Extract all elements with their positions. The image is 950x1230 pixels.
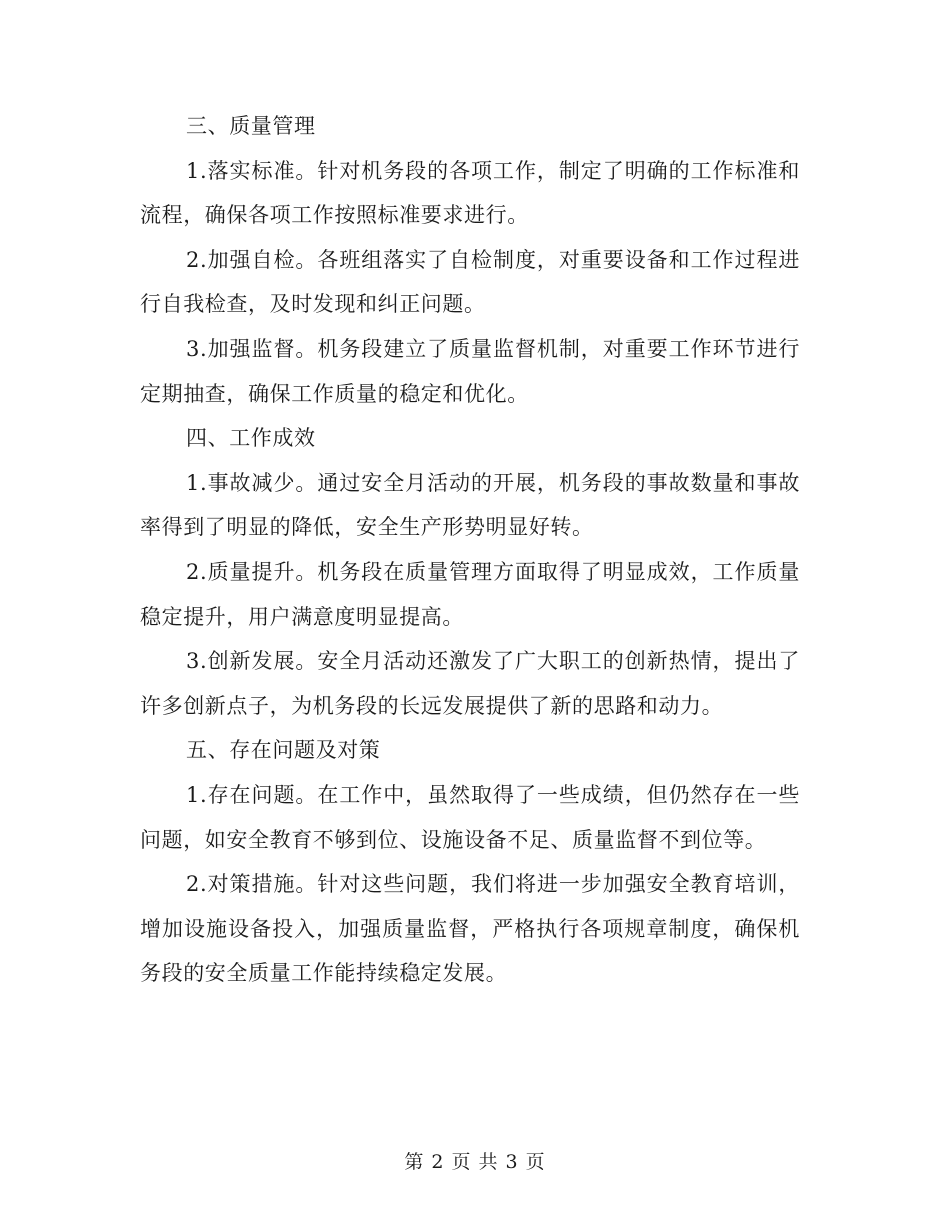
paragraph: 2.加强自检。各班组落实了自检制度，对重要设备和工作过程进行自我检查，及时发现和纠正问题。 — [140, 247, 800, 317]
paragraph: 1.存在问题。在工作中，虽然取得了一些成绩，但仍然存在一些问题，如安全教育不够到位、设施设备不足、质量监督不到位等。 — [140, 782, 800, 852]
paragraph: 1.事故减少。通过安全月活动的开展，机务段的事故数量和事故率得到了明显的降低，安全生产形势明显好转。 — [140, 470, 800, 540]
paragraph: 2.对策措施。针对这些问题，我们将进一步加强安全教育培训，增加设施设备投入，加强质量监督，严格执行各项规章制度，确保机务段的安全质量工作能持续稳定发展。 — [140, 872, 800, 986]
document-body — [140, 104, 800, 996]
paragraph: 2.质量提升。机务段在质量管理方面取得了明显成效，工作质量稳定提升，用户满意度明显提高。 — [140, 559, 800, 629]
paragraph: 3.加强监督。机务段建立了质量监督机制，对重要工作环节进行定期抽查，确保工作质量的稳定和优化。 — [140, 336, 800, 406]
page-number-footer: 第 2 页 共 3 页 — [404, 1151, 546, 1173]
section-heading: 五、存在问题及对策 — [186, 738, 381, 763]
paragraph: 1.落实标准。针对机务段的各项工作，制定了明确的工作标准和流程，确保各项工作按照标准要求进行。 — [140, 158, 800, 228]
section-heading: 四、工作成效 — [186, 426, 316, 451]
section-heading: 三、质量管理 — [186, 114, 316, 138]
paragraph: 3.创新发展。安全月活动还激发了广大职工的创新热情，提出了许多创新点子，为机务段的长远发展提供了新的思路和动力。 — [140, 649, 800, 718]
